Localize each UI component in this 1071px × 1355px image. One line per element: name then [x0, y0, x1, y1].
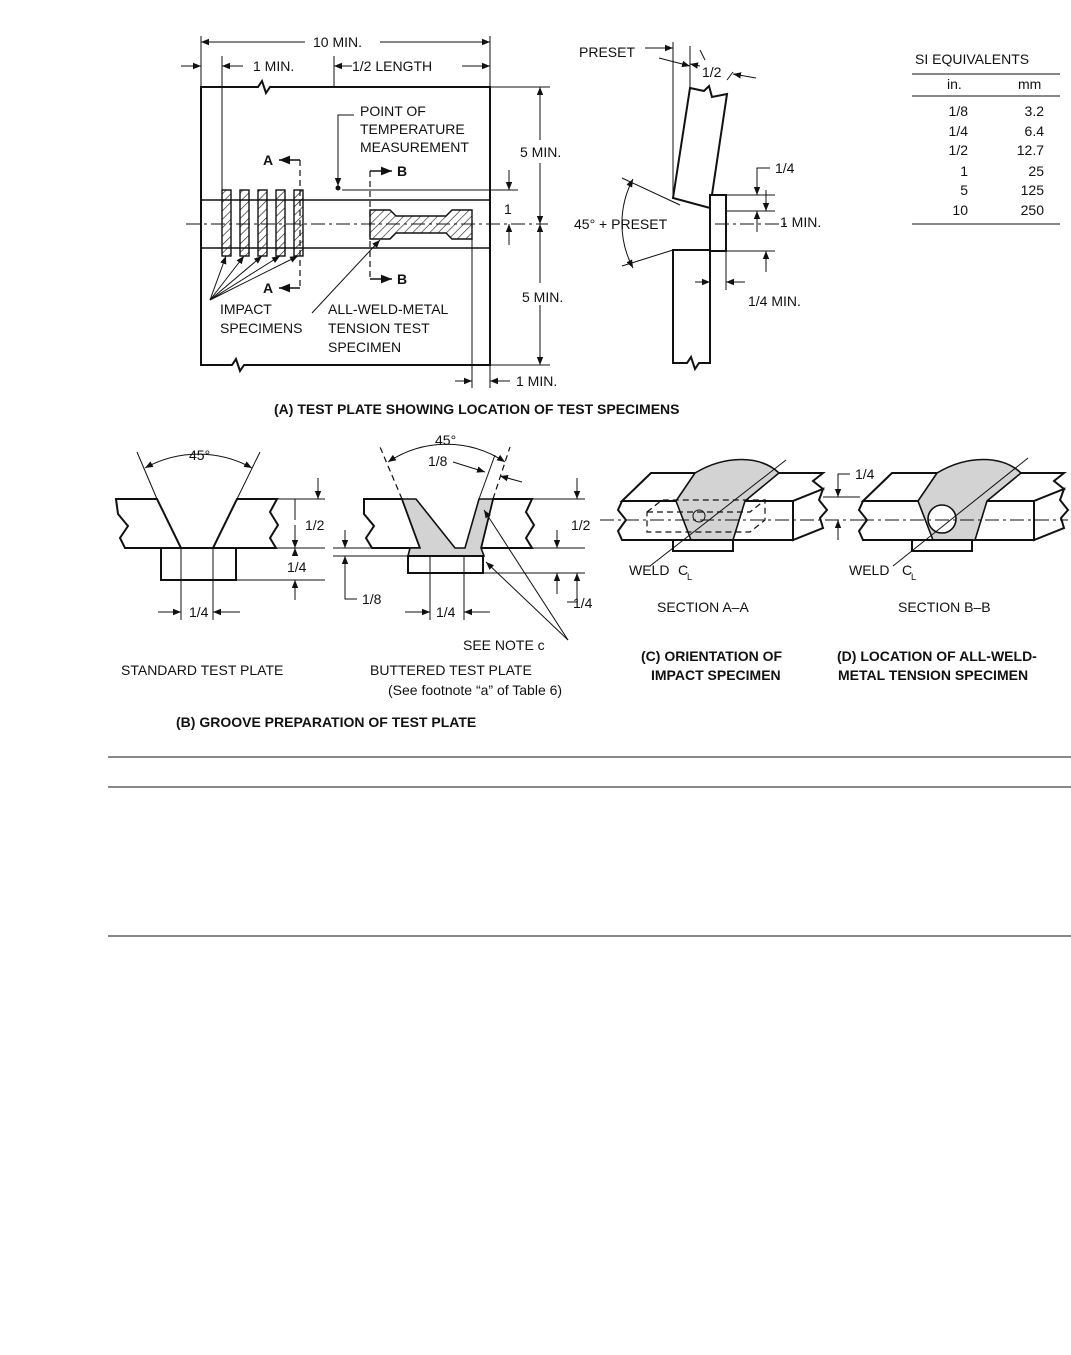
dim-1-min-top: 1 MIN. — [253, 58, 295, 74]
section-a-label-top: A — [263, 152, 274, 168]
impact-label-2: SPECIMENS — [220, 320, 303, 336]
section-bb-label: SECTION B–B — [898, 599, 991, 615]
impact-specimen — [222, 190, 231, 256]
side-one-min-label: 1 MIN. — [780, 214, 822, 230]
dim-5-min-lower: 5 MIN. — [522, 289, 564, 305]
panel-c-impact-orientation — [600, 460, 860, 684]
buttered-eighth-top-label: 1/8 — [428, 453, 448, 469]
section-b-label-bottom: B — [397, 271, 408, 287]
dim-1: 1 — [504, 201, 512, 217]
section-bb-cl-label: C — [902, 562, 913, 578]
section-aa-label: SECTION A–A — [657, 599, 749, 615]
panel-d-caption-1: (D) LOCATION OF ALL-WELD- — [837, 648, 1037, 664]
lower-plate — [673, 250, 710, 369]
section-bb-quarter-label: 1/4 — [855, 466, 875, 482]
si-row-inch: 1/4 — [948, 123, 968, 139]
section-bb-backing — [912, 540, 972, 551]
section-aa-cl-label: C — [678, 562, 689, 578]
dim-10-min: 10 MIN. — [313, 34, 363, 50]
buttered-backing-bar — [408, 556, 483, 573]
si-row-inch: 1/2 — [948, 142, 968, 158]
tension-label-1: ALL-WELD-METAL — [328, 301, 449, 317]
standard-half-label: 1/2 — [305, 517, 325, 533]
side-angle-label: 45° + PRESET — [574, 216, 668, 232]
si-row-mm: 25 — [1028, 163, 1044, 179]
buttered-eighth-left-label: 1/8 — [362, 591, 382, 607]
section-b-label-top: B — [397, 163, 408, 179]
buttered-half-label: 1/2 — [571, 517, 591, 533]
point-temp-line2: TEMPERATURE — [360, 121, 465, 137]
buttered-test-plate — [333, 432, 593, 698]
si-header-mm: mm — [1018, 76, 1042, 92]
backing-bar — [710, 195, 726, 251]
panel-b-groove-preparation — [116, 432, 593, 730]
panel-a-caption: (A) TEST PLATE SHOWING LOCATION OF TEST SPECIMENS — [274, 401, 680, 417]
buttered-quarter-bottom-label: 1/4 — [436, 604, 456, 620]
buttered-caption: BUTTERED TEST PLATE — [370, 662, 532, 678]
dim-1-min-bottom: 1 MIN. — [516, 373, 558, 389]
si-row-inch: 10 — [952, 202, 968, 218]
impact-specimen — [276, 190, 285, 256]
tension-label-3: SPECIMEN — [328, 339, 402, 355]
standard-caption: STANDARD TEST PLATE — [121, 662, 284, 678]
dim-5-min-upper: 5 MIN. — [520, 144, 562, 160]
impact-specimen — [240, 190, 249, 256]
point-temp-line1: POINT OF — [360, 103, 426, 119]
see-note-c-label: SEE NOTE c — [463, 637, 545, 653]
si-header-in: in. — [947, 76, 962, 92]
buttered-footnote: (See footnote “a” of Table 6) — [388, 682, 563, 698]
buttering-layer — [402, 499, 493, 556]
si-row-mm: 12.7 — [1016, 142, 1044, 158]
si-row-mm: 3.2 — [1024, 103, 1044, 119]
point-temp-line3: MEASUREMENT — [360, 139, 469, 155]
standard-quarter-bottom-label: 1/4 — [189, 604, 209, 620]
si-row-mm: 250 — [1020, 202, 1044, 218]
section-a-label-bottom: A — [263, 280, 274, 296]
si-table-rows — [949, 103, 1045, 218]
tension-label-2: TENSION TEST — [328, 320, 430, 336]
si-table-title: SI EQUIVALENTS — [915, 51, 1030, 67]
impact-label-1: IMPACT — [220, 301, 272, 317]
si-row-inch: 5 — [960, 182, 968, 198]
standard-right-plate — [213, 499, 278, 548]
si-row-inch: 1/8 — [948, 103, 968, 119]
section-aa-weld-label: WELD — [629, 562, 670, 578]
side-quarter-min-label: 1/4 MIN. — [748, 293, 801, 309]
panel-d-caption-2: METAL TENSION SPECIMEN — [838, 667, 1029, 683]
side-quarter-label: 1/4 — [775, 160, 795, 176]
si-row-mm: 125 — [1020, 182, 1044, 198]
si-row-inch: 1 — [960, 163, 968, 179]
upper-tilted-plate — [673, 86, 727, 208]
standard-angle-label: 45° — [189, 447, 211, 463]
si-row-mm: 6.4 — [1024, 123, 1044, 139]
buttered-angle-label: 45° — [435, 432, 457, 448]
section-aa-cl-sub: L — [687, 572, 693, 582]
panel-b-caption: (B) GROOVE PREPARATION OF TEST PLATE — [176, 714, 477, 730]
dim-half-length: 1/2 LENGTH — [352, 58, 433, 74]
impact-specimen — [294, 190, 303, 256]
impact-specimen — [258, 190, 267, 256]
side-half-label: 1/2 — [702, 64, 722, 80]
standard-quarter-right-label: 1/4 — [287, 559, 307, 575]
panel-c-caption-1: (C) ORIENTATION OF — [641, 648, 783, 664]
si-equivalents-table — [912, 51, 1060, 224]
standard-left-plate — [116, 499, 181, 548]
preset-label: PRESET — [579, 44, 636, 60]
buttered-quarter-right-label: 1/4 — [573, 595, 593, 611]
standard-backing-bar — [161, 548, 236, 580]
panel-c-caption-2: IMPACT SPECIMEN — [651, 667, 781, 683]
section-bb-weld-label: WELD — [849, 562, 890, 578]
temperature-point — [336, 186, 341, 191]
standard-test-plate — [116, 447, 325, 678]
side-view-preset — [574, 42, 821, 369]
panel-d-tension-location — [823, 458, 1068, 683]
section-bb-cl-sub: L — [911, 572, 917, 582]
